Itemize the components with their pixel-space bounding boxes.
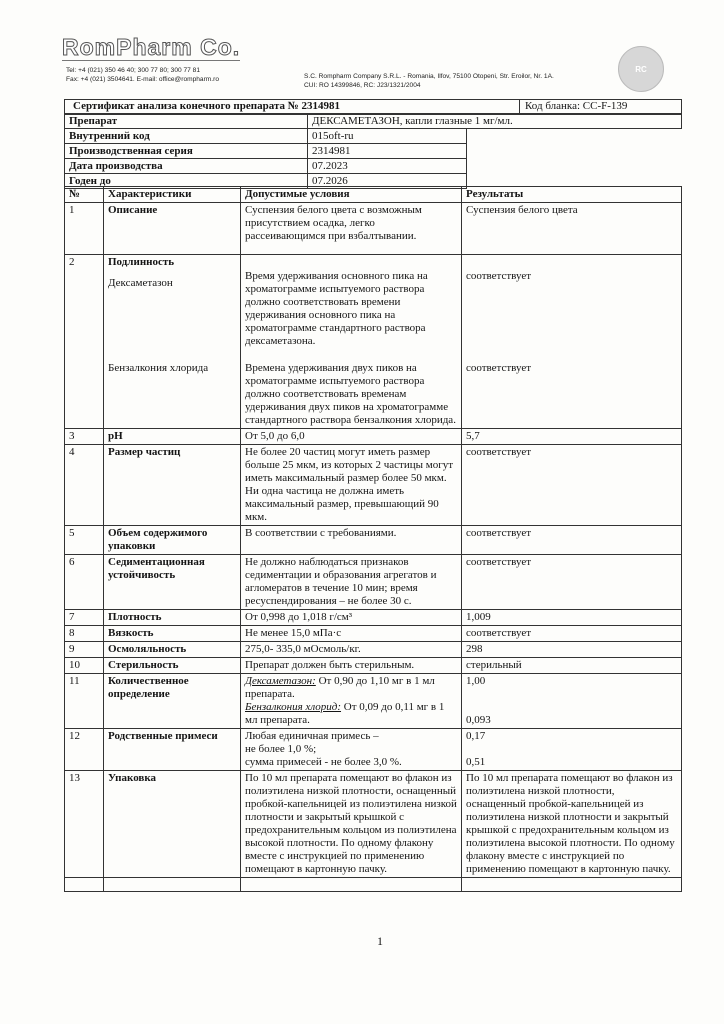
row-name: Плотность [104, 610, 241, 626]
limits-text: Любая единичная примесь – [245, 730, 379, 742]
assay-dexamethasone [245, 675, 457, 701]
row-result: По 10 мл препарата помещают во флакон из полиэтилена низкой плотности, оснащенный пробкой-капельницей из полиэтилена низкой плотности и закрытый крышкой с предохранительным кольцом из полиэтилена высокой плотности. По одному флакону вместе с инструкцией по применению помещают в картонную пачку. [462, 771, 682, 878]
result-text: 1,00 [466, 675, 486, 687]
logo-underline [62, 60, 240, 61]
table-row [65, 658, 682, 674]
contact-block [66, 66, 219, 84]
info-label: Дата производства [65, 159, 308, 174]
row-name: Осмоляльность [104, 642, 241, 658]
row-name: Количественное определение [104, 674, 241, 729]
table-row [65, 429, 682, 445]
row-limits [241, 255, 462, 429]
row-limits: Не менее 15,0 мПа·с [241, 626, 462, 642]
info-value: 07.2026 [308, 174, 467, 189]
company-logo: RomPharm Co. [62, 34, 241, 60]
info-value: 015oft-ru [308, 129, 467, 144]
seal-icon: RC [618, 46, 664, 92]
row-name: Родственные примеси [104, 729, 241, 771]
row-limits: Не должно наблюдаться признаков седиментации и образования агрегатов и агломератов в течение 10 мин; время ресуспендирования – не более 30 с. [241, 555, 462, 610]
row-limits: Не более 20 частиц могут иметь размер больше 25 мкм, из которых 2 частицы могут иметь максимальный размер более 50 мкм. Ни одна частица не должна иметь максимальный размер, превышающий 90 мкм. [241, 445, 462, 526]
company-address [304, 72, 554, 90]
row-num: 1 [65, 203, 104, 255]
row-result: соответствует [462, 445, 682, 526]
fax-line: Fax: +4 (021) 3504641. E-mail: office@rompharm.ro [66, 76, 219, 83]
assay-text: От 0,09 до 0,11 мг в 1 мл препарата. [245, 701, 445, 726]
row-name: Объем содержимого упаковки [104, 526, 241, 555]
limits-text: не более 1,0 %; [245, 743, 317, 755]
row-result: 298 [462, 642, 682, 658]
row-name [104, 255, 241, 429]
table-row [65, 555, 682, 610]
row-num: 12 [65, 729, 104, 771]
row-result [462, 255, 682, 429]
info-value: 07.2023 [308, 159, 467, 174]
row-name: pH [104, 429, 241, 445]
empty-cell [462, 878, 682, 892]
info-label: Препарат [65, 114, 308, 129]
table-row-empty [65, 878, 682, 892]
limits-text: сумма примесей - не более 3,0 %. [245, 756, 402, 768]
row-num: 3 [65, 429, 104, 445]
row-num: 2 [65, 255, 104, 429]
certificate-title: Сертификат анализа конечного препарата № 2314981 [73, 100, 341, 112]
row-num: 10 [65, 658, 104, 674]
info-value: ДЕКСАМЕТАЗОН, капли глазные 1 мг/мл. [308, 114, 682, 129]
limits-text: Времена удерживания двух пиков на хроматограмме испытуемого раствора должно соответствовать временам удерживания двух пиков на хроматограмме стандартного раствора бензалкония хлорида. [245, 362, 456, 426]
row-num: 6 [65, 555, 104, 610]
assay-label: Дексаметазон: [245, 675, 316, 687]
row-result: 5,7 [462, 429, 682, 445]
limits-text: Время удерживания основного пика на хроматограмме испытуемого раствора должно соответствовать времени удерживания основного пика на хроматограмме стандартного раствора дексаметазона. [245, 270, 428, 347]
row-num: 13 [65, 771, 104, 878]
row-name-text: Подлинность [108, 256, 175, 268]
col-num: № [65, 187, 104, 203]
row-result: соответствует [462, 626, 682, 642]
table-row [65, 526, 682, 555]
info-row [65, 129, 682, 144]
row-result [462, 674, 682, 729]
table-row [65, 674, 682, 729]
row-limits: Препарат должен быть стерильным. [241, 658, 462, 674]
result-text: 0,51 [466, 756, 486, 768]
info-label: Производственная серия [65, 144, 308, 159]
row-result: 1,009 [462, 610, 682, 626]
col-limits: Допустимые условия [241, 187, 462, 203]
row-limits [241, 674, 462, 729]
row-result: стерильный [462, 658, 682, 674]
col-results: Результаты [462, 187, 682, 203]
row-num: 8 [65, 626, 104, 642]
table-row [65, 255, 682, 429]
row-name: Седиментационная устойчивость [104, 555, 241, 610]
row-result: Суспензия белого цвета [462, 203, 682, 255]
col-characteristics: Характеристики [104, 187, 241, 203]
row-name: Описание [104, 203, 241, 255]
info-value: 2314981 [308, 144, 467, 159]
header-divider [519, 100, 520, 114]
row-limits: От 5,0 до 6,0 [241, 429, 462, 445]
page-number: 1 [377, 934, 383, 948]
result-text: 0,17 [466, 730, 486, 742]
info-row [65, 114, 682, 129]
company-line-2: CUI: RO 14399846, RC: J23/1321/2004 [304, 82, 421, 89]
row-result: соответствует [462, 555, 682, 610]
row-name: Упаковка [104, 771, 241, 878]
info-empty [467, 144, 682, 159]
row-limits: От 0,998 до 1,018 г/см³ [241, 610, 462, 626]
result-text: 0,093 [466, 714, 491, 726]
table-header-row [65, 187, 682, 203]
info-empty [467, 159, 682, 174]
info-label: Годен до [65, 174, 308, 189]
row-result [462, 729, 682, 771]
info-row [65, 159, 682, 174]
info-label: Внутренний код [65, 129, 308, 144]
row-sub-name: Дексаметазон [108, 277, 173, 289]
table-row [65, 610, 682, 626]
table-row [65, 642, 682, 658]
info-row [65, 144, 682, 159]
result-text: соответствует [466, 270, 532, 282]
row-limits: Суспензия белого цвета с возможным присутствием осадка, легко рассеивающимся при взбалтывании. [241, 203, 462, 255]
empty-cell [65, 878, 104, 892]
form-code: Код бланка: CC-F-139 [525, 100, 628, 112]
table-row [65, 445, 682, 526]
row-limits: В соответствии с требованиями. [241, 526, 462, 555]
table-row [65, 771, 682, 878]
row-limits: 275,0- 335,0 мОсмоль/кг. [241, 642, 462, 658]
info-empty [467, 129, 682, 144]
analysis-table [64, 186, 682, 892]
row-num: 7 [65, 610, 104, 626]
row-sub-name: Бензалкония хлорида [108, 362, 209, 374]
tel-line: Tel: +4 (021) 350 46 40; 300 77 80; 300 77 81 [66, 67, 200, 74]
table-row [65, 729, 682, 771]
row-num: 9 [65, 642, 104, 658]
table-row [65, 626, 682, 642]
assay-benzalkonium [245, 701, 457, 727]
result-text: соответствует [466, 362, 532, 374]
row-num: 4 [65, 445, 104, 526]
row-num: 11 [65, 674, 104, 729]
empty-cell [104, 878, 241, 892]
row-name: Вязкость [104, 626, 241, 642]
row-name: Размер частиц [104, 445, 241, 526]
row-result: соответствует [462, 526, 682, 555]
row-name: Стерильность [104, 658, 241, 674]
row-num: 5 [65, 526, 104, 555]
product-info-table [64, 113, 682, 189]
company-line-1: S.C. Rompharm Company S.R.L. - Romania, Ilfov, 75100 Otopeni, Str. Eroilor, Nr. 1A. [304, 73, 554, 80]
row-limits [241, 729, 462, 771]
empty-cell [241, 878, 462, 892]
row-limits: По 10 мл препарата помещают во флакон из полиэтилена низкой плотности, оснащенный пробкой-капельницей из полиэтилена низкой плотности и закрытый крышкой с предохранительным кольцом из полиэтилена высокой плотности. По одному флакону вместе с инструкцией по применению помещают в картонную пачку. [241, 771, 462, 878]
assay-text: От 0,90 до 1,10 мг в 1 мл препарата. [245, 675, 435, 700]
assay-label: Бензалкония хлорид: [245, 701, 342, 713]
table-row [65, 203, 682, 255]
